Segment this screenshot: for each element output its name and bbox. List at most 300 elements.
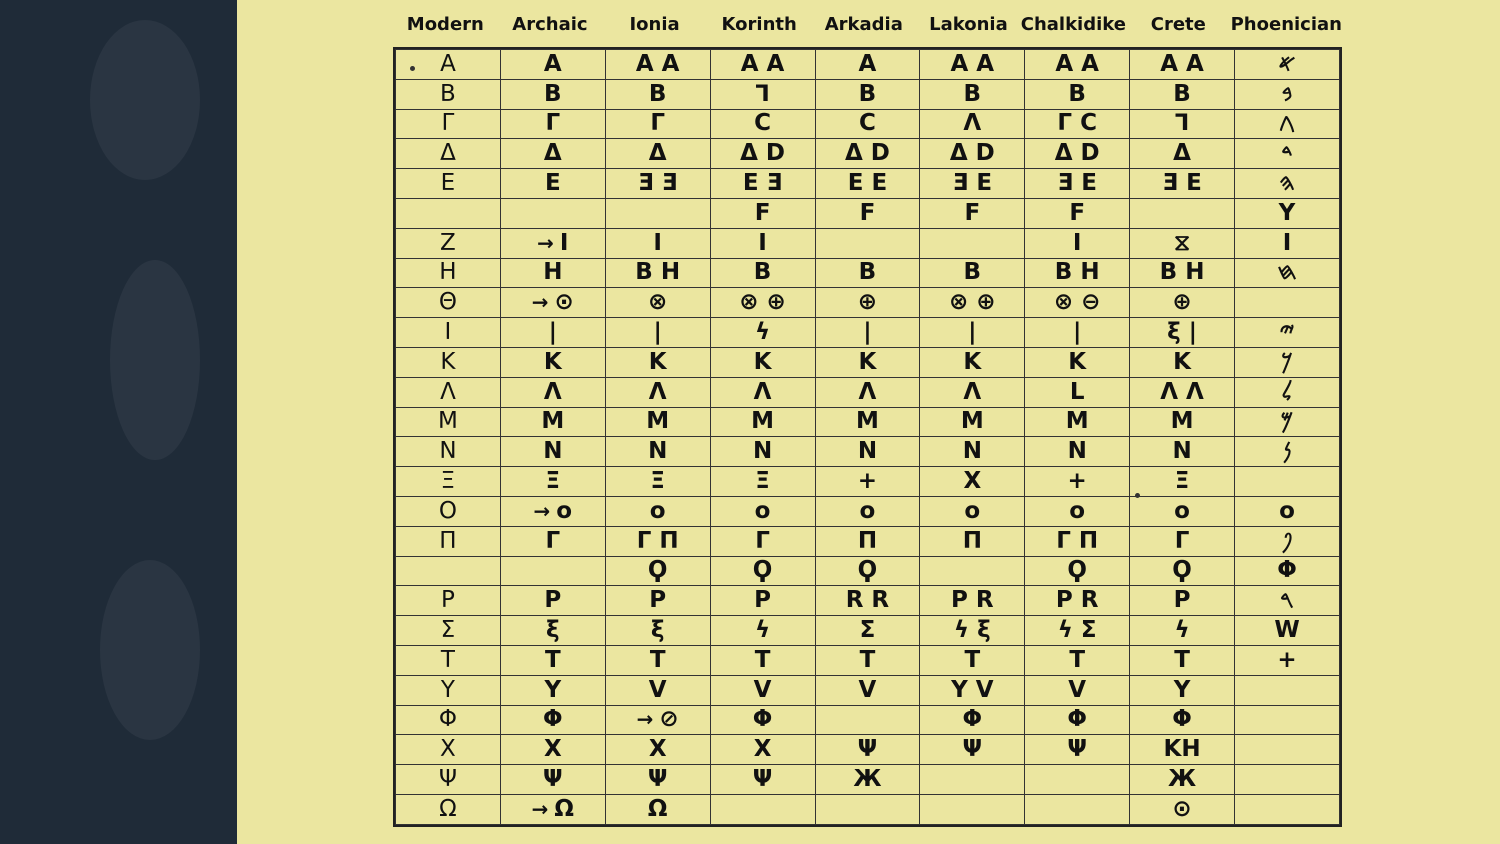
cell-phoenician xyxy=(1235,437,1340,467)
letter-form: ⊙ xyxy=(1172,795,1192,822)
letter-form: ξ | xyxy=(1167,319,1198,346)
cell-archaic xyxy=(500,169,605,199)
letter-form: ⊗ xyxy=(648,289,668,316)
letter-form: Ψ xyxy=(1067,736,1087,763)
letter-form: Ψ xyxy=(962,736,983,763)
cell-ionia xyxy=(605,169,710,199)
letter-form: Χ xyxy=(440,736,456,763)
letter-form: B xyxy=(1068,80,1086,107)
cell-korinth xyxy=(710,765,815,795)
letter-form: Δ D xyxy=(740,140,786,167)
letter-form: R R xyxy=(845,587,890,614)
cell-arkadia xyxy=(815,496,920,526)
letter-form: K xyxy=(1068,348,1087,375)
cell-archaic xyxy=(500,407,605,437)
cell-lakonia xyxy=(920,228,1025,258)
letter-form: P R xyxy=(951,587,994,614)
letter-form: A A xyxy=(635,50,680,77)
cell-lakonia xyxy=(920,318,1025,348)
table-row xyxy=(396,377,1340,407)
letter-form: Δ xyxy=(440,140,456,167)
cell-ionia xyxy=(605,526,710,556)
letter-form: o xyxy=(754,497,771,524)
cell-arkadia xyxy=(815,616,920,646)
cell-phoenician xyxy=(1235,765,1340,795)
letter-form: 𐤇 xyxy=(1277,259,1297,286)
cell-phoenician xyxy=(1235,347,1340,377)
cell-phoenician xyxy=(1235,526,1340,556)
letter-form: E Ǝ xyxy=(742,170,783,197)
letter-form: Μ xyxy=(438,408,458,435)
letter-form: Γ Π xyxy=(1056,527,1099,554)
cell-chalkidike xyxy=(1025,556,1130,586)
cell-arkadia xyxy=(815,645,920,675)
cell-korinth xyxy=(710,794,815,824)
letter-form: F xyxy=(1069,199,1086,226)
letter-form: Φ xyxy=(1067,706,1087,733)
letter-form: E xyxy=(544,170,561,197)
cell-korinth xyxy=(710,675,815,705)
cell-modern xyxy=(396,765,501,795)
letter-form: Δ D xyxy=(1054,140,1100,167)
letter-form: 𐤋 xyxy=(1281,378,1293,405)
cell-lakonia xyxy=(920,645,1025,675)
cell-korinth xyxy=(710,496,815,526)
cell-lakonia xyxy=(920,79,1025,109)
letter-form: Ρ xyxy=(441,587,455,614)
letter-form: ᒣ xyxy=(755,80,770,107)
cell-phoenician xyxy=(1235,258,1340,288)
letter-form: ϟ xyxy=(1174,617,1190,644)
cell-modern xyxy=(396,347,501,377)
letter-form: ⊙ xyxy=(554,289,574,316)
cell-korinth xyxy=(710,169,815,199)
cell-lakonia xyxy=(920,407,1025,437)
cell-modern xyxy=(396,526,501,556)
letter-form: Ϙ xyxy=(857,557,878,584)
cell-ionia xyxy=(605,109,710,139)
cell-archaic xyxy=(500,556,605,586)
letter-form: + xyxy=(1067,468,1087,495)
cell-arkadia xyxy=(815,258,920,288)
cell-ionia xyxy=(605,288,710,318)
cell-modern xyxy=(396,258,501,288)
cell-modern xyxy=(396,318,501,348)
cell-lakonia xyxy=(920,139,1025,169)
letter-form: B xyxy=(648,80,667,107)
letter-form: M xyxy=(646,408,670,435)
letter-form: W xyxy=(1274,617,1300,644)
letter-form: Κ xyxy=(440,348,456,375)
letter-form: A A xyxy=(1055,50,1099,77)
cell-chalkidike xyxy=(1025,705,1130,735)
cell-chalkidike xyxy=(1025,139,1130,169)
cell-arkadia xyxy=(815,347,920,377)
letter-form: o xyxy=(859,497,876,524)
cell-arkadia xyxy=(815,79,920,109)
cell-crete xyxy=(1130,50,1235,80)
cell-archaic xyxy=(500,50,605,80)
letter-form: N xyxy=(543,438,563,465)
letter-form: Ο xyxy=(438,497,457,524)
letter-form: P xyxy=(1173,587,1191,614)
table-row xyxy=(396,556,1340,586)
table-row xyxy=(396,675,1340,705)
cell-lakonia xyxy=(920,705,1025,735)
letter-form: | xyxy=(1072,319,1082,346)
cell-phoenician xyxy=(1235,645,1340,675)
cell-chalkidike xyxy=(1025,616,1130,646)
letter-form: N xyxy=(648,438,668,465)
letter-form: ϟ xyxy=(754,319,771,346)
cell-lakonia xyxy=(920,198,1025,228)
cell-korinth xyxy=(710,526,815,556)
cell-archaic xyxy=(500,765,605,795)
cell-modern xyxy=(396,79,501,109)
letter-form: Y xyxy=(544,676,562,703)
letter-form: Υ xyxy=(440,676,455,703)
letter-form: M xyxy=(1065,408,1089,435)
letter-form: ⧖ xyxy=(1173,229,1191,256)
cell-phoenician xyxy=(1235,556,1340,586)
cell-crete xyxy=(1130,288,1235,318)
letter-form: Ж xyxy=(853,766,882,793)
letter-form: Λ xyxy=(963,378,982,405)
letter-form: X xyxy=(753,736,772,763)
letter-form: KH xyxy=(1163,736,1201,763)
letter-form: E E xyxy=(847,170,888,197)
letter-form: o xyxy=(964,497,981,524)
cell-ionia xyxy=(605,735,710,765)
letter-form: Φ xyxy=(1172,706,1192,733)
letter-form: P xyxy=(754,587,771,614)
cell-chalkidike xyxy=(1025,50,1130,80)
cell-ionia xyxy=(605,586,710,616)
cell-phoenician xyxy=(1235,467,1340,497)
cell-crete xyxy=(1130,735,1235,765)
cell-chalkidike xyxy=(1025,735,1130,765)
cell-ionia xyxy=(605,347,710,377)
table-row xyxy=(396,79,1340,109)
cell-lakonia xyxy=(920,288,1025,318)
cell-ionia xyxy=(605,50,710,80)
cell-arkadia xyxy=(815,169,920,199)
letter-form: X xyxy=(963,468,982,495)
letter-form: T xyxy=(649,646,666,673)
cell-ionia xyxy=(605,794,710,824)
letter-form: 𐤌 xyxy=(1280,408,1294,435)
letter-form: Ι xyxy=(444,319,452,346)
letter-form: + xyxy=(857,468,878,495)
cell-ionia xyxy=(605,556,710,586)
letter-form: Ǝ E xyxy=(1057,170,1097,197)
letter-form: Λ xyxy=(858,378,877,405)
letter-form: T xyxy=(859,646,876,673)
letter-form: ⊕ xyxy=(1172,289,1192,316)
cell-phoenician xyxy=(1235,169,1340,199)
letter-form: A A xyxy=(950,50,995,77)
cell-phoenician xyxy=(1235,675,1340,705)
cell-modern xyxy=(396,377,501,407)
cell-crete xyxy=(1130,556,1235,586)
table-row xyxy=(396,437,1340,467)
cell-chalkidike xyxy=(1025,288,1130,318)
cell-ionia xyxy=(605,437,710,467)
cell-modern xyxy=(396,437,501,467)
cell-phoenician xyxy=(1235,735,1340,765)
cell-phoenician xyxy=(1235,616,1340,646)
cell-modern xyxy=(396,467,501,497)
letter-form: Α xyxy=(440,50,456,77)
cell-lakonia xyxy=(920,616,1025,646)
column-headers xyxy=(393,14,1342,42)
table-row xyxy=(396,467,1340,497)
cell-crete xyxy=(1130,437,1235,467)
cell-ionia xyxy=(605,377,710,407)
cell-phoenician xyxy=(1235,705,1340,735)
letter-form: Ж xyxy=(1167,766,1197,793)
cell-archaic xyxy=(500,467,605,497)
table-row xyxy=(396,794,1340,824)
cell-archaic xyxy=(500,377,605,407)
cell-phoenician xyxy=(1235,586,1340,616)
cell-lakonia xyxy=(920,109,1025,139)
cell-archaic xyxy=(500,228,605,258)
cell-arkadia xyxy=(815,735,920,765)
letter-form: Σ xyxy=(859,617,876,644)
table-row xyxy=(396,318,1340,348)
cell-korinth xyxy=(710,377,815,407)
letter-form: M xyxy=(960,408,984,435)
cell-lakonia xyxy=(920,675,1025,705)
letter-form: A A xyxy=(740,50,785,77)
cell-ionia xyxy=(605,645,710,675)
letter-form: Ψ xyxy=(857,736,878,763)
cell-chalkidike xyxy=(1025,765,1130,795)
letter-form: K xyxy=(858,348,877,375)
table-row xyxy=(396,526,1340,556)
cell-chalkidike xyxy=(1025,586,1130,616)
dark-side-panel xyxy=(0,0,237,844)
cell-phoenician xyxy=(1235,318,1340,348)
cell-arkadia xyxy=(815,288,920,318)
letter-form: 𐤊 xyxy=(1281,348,1293,375)
cell-archaic xyxy=(500,437,605,467)
cell-archaic xyxy=(500,79,605,109)
table-row xyxy=(396,407,1340,437)
letter-form: Ξ xyxy=(440,468,456,495)
cell-archaic xyxy=(500,645,605,675)
cell-chalkidike xyxy=(1025,794,1130,824)
cell-chalkidike xyxy=(1025,258,1130,288)
cell-phoenician xyxy=(1235,139,1340,169)
letter-form: 𐤃 xyxy=(1281,140,1293,167)
letter-form: Γ xyxy=(1174,527,1190,554)
cell-crete xyxy=(1130,616,1235,646)
letter-form: Ω xyxy=(647,795,668,822)
cell-korinth xyxy=(710,645,815,675)
letter-form: o xyxy=(1174,497,1190,524)
cell-archaic xyxy=(500,198,605,228)
cell-chalkidike xyxy=(1025,526,1130,556)
cell-crete xyxy=(1130,675,1235,705)
letter-form: Λ xyxy=(753,378,772,405)
letter-form: Τ xyxy=(440,646,455,673)
table-row xyxy=(396,705,1340,735)
table-row xyxy=(396,645,1340,675)
letter-form: Y xyxy=(1173,676,1191,703)
letter-form: X xyxy=(648,736,667,763)
cell-crete xyxy=(1130,258,1235,288)
arrow-icon: → xyxy=(531,290,549,315)
letter-form: ϟ ξ xyxy=(953,617,991,644)
letter-form: N xyxy=(752,438,773,465)
cell-arkadia xyxy=(815,556,920,586)
cell-arkadia xyxy=(815,467,920,497)
letter-form: o xyxy=(1069,497,1086,524)
cell-lakonia xyxy=(920,735,1025,765)
letter-form: Ξ xyxy=(1174,468,1190,495)
letter-form: I xyxy=(559,229,569,256)
letter-form: B xyxy=(753,259,772,286)
letter-form: B xyxy=(858,80,877,107)
letter-form: Γ C xyxy=(1057,110,1097,137)
cell-crete xyxy=(1130,526,1235,556)
cell-crete xyxy=(1130,109,1235,139)
cell-crete xyxy=(1130,198,1235,228)
arrow-icon: → xyxy=(537,230,554,255)
letter-form: | xyxy=(968,319,977,346)
letter-form: B xyxy=(963,80,982,107)
cell-lakonia xyxy=(920,526,1025,556)
letter-form: L xyxy=(1069,378,1085,405)
letter-form: Λ xyxy=(440,378,456,405)
letter-form: Ǝ E xyxy=(952,170,993,197)
cell-archaic xyxy=(500,258,605,288)
letter-form: T xyxy=(1069,646,1086,673)
texture-shade xyxy=(110,260,200,460)
table-row xyxy=(396,258,1340,288)
letter-form: M xyxy=(751,408,774,435)
cell-phoenician xyxy=(1235,198,1340,228)
letter-form: Γ xyxy=(441,110,455,137)
cell-modern xyxy=(396,705,501,735)
cell-crete xyxy=(1130,169,1235,199)
letter-form: Γ Π xyxy=(636,527,679,554)
letter-form: ⊗ ⊕ xyxy=(949,289,996,316)
letter-form: Ψ xyxy=(647,766,668,793)
letter-form: Φ xyxy=(438,706,457,733)
arrow-icon: → xyxy=(533,498,551,523)
letter-form: Ω xyxy=(554,795,574,822)
letter-form: T xyxy=(754,646,771,673)
letter-form: Φ xyxy=(962,706,983,733)
letter-form: K xyxy=(1173,348,1191,375)
table-body xyxy=(396,50,1340,825)
cell-lakonia xyxy=(920,496,1025,526)
stray-dot xyxy=(1135,493,1140,498)
letter-form: Y V xyxy=(951,676,994,703)
letter-form: Π xyxy=(857,527,878,554)
cell-archaic xyxy=(500,288,605,318)
cell-arkadia xyxy=(815,407,920,437)
cell-arkadia xyxy=(815,109,920,139)
cell-ionia xyxy=(605,765,710,795)
cell-crete xyxy=(1130,407,1235,437)
letter-form: 𐤀 xyxy=(1278,50,1296,77)
cell-archaic xyxy=(500,794,605,824)
letter-form: F xyxy=(859,199,876,226)
cell-chalkidike xyxy=(1025,228,1130,258)
table-row xyxy=(396,228,1340,258)
cell-arkadia xyxy=(815,765,920,795)
table-row xyxy=(396,735,1340,765)
arrow-icon: → xyxy=(531,796,549,821)
letter-form: Ξ xyxy=(545,468,561,495)
cell-modern xyxy=(396,735,501,765)
letter-form: B H xyxy=(1054,259,1100,286)
cell-lakonia xyxy=(920,258,1025,288)
letter-form: ⊗ ⊕ xyxy=(739,289,786,316)
letter-form: Ϙ xyxy=(1172,557,1192,584)
cell-chalkidike xyxy=(1025,347,1130,377)
cell-crete xyxy=(1130,79,1235,109)
letter-form: 𐤓 xyxy=(1280,587,1294,614)
cell-arkadia xyxy=(815,526,920,556)
cell-arkadia xyxy=(815,794,920,824)
table-row xyxy=(396,765,1340,795)
cell-arkadia xyxy=(815,139,920,169)
header-ionia: Ionia xyxy=(629,14,680,35)
cell-arkadia xyxy=(815,377,920,407)
letter-form: o xyxy=(649,497,666,524)
header-chalkidike: Chalkidike xyxy=(1020,14,1126,35)
letter-form: I xyxy=(1282,229,1292,256)
cell-chalkidike xyxy=(1025,109,1130,139)
cell-archaic xyxy=(500,496,605,526)
letter-form: Ε xyxy=(440,170,456,197)
letter-form: Ǝ Ǝ xyxy=(637,170,678,197)
letter-form: Π xyxy=(962,527,982,554)
letter-form: Π xyxy=(439,527,457,554)
cell-arkadia xyxy=(815,198,920,228)
alphabet-table xyxy=(393,47,1342,827)
cell-modern xyxy=(396,407,501,437)
letter-form: Ψ xyxy=(438,766,457,793)
cell-chalkidike xyxy=(1025,169,1130,199)
letter-form: Ψ xyxy=(752,766,773,793)
cell-korinth xyxy=(710,228,815,258)
table-row xyxy=(396,169,1340,199)
cell-korinth xyxy=(710,616,815,646)
letter-form: Ν xyxy=(439,438,457,465)
letter-form: | xyxy=(653,319,662,346)
letter-form: N xyxy=(1172,438,1192,465)
letter-form: Λ Λ xyxy=(1160,378,1204,405)
cell-phoenician xyxy=(1235,377,1340,407)
letter-form: ⊘ xyxy=(659,706,679,733)
letter-form: V xyxy=(753,676,772,703)
cell-korinth xyxy=(710,79,815,109)
cell-phoenician xyxy=(1235,50,1340,80)
letter-form: T xyxy=(544,646,561,673)
cell-lakonia xyxy=(920,377,1025,407)
letter-form: K xyxy=(753,348,772,375)
cell-phoenician xyxy=(1235,794,1340,824)
cell-modern xyxy=(396,109,501,139)
letter-form: ξ xyxy=(546,617,560,644)
cell-archaic xyxy=(500,139,605,169)
